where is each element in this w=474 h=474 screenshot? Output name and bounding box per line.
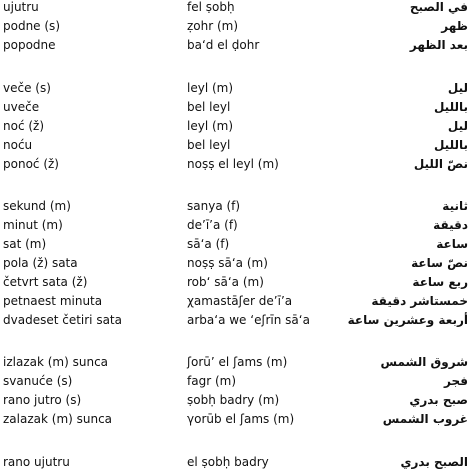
transliteration: bel leyl — [187, 138, 231, 152]
arabic-term: خمستاشر دقيقة — [371, 294, 468, 308]
transliteration: sanya (f) — [187, 199, 241, 213]
arabic-term: ساعة — [436, 237, 468, 251]
bosnian-term: zalazak (m) sunca — [3, 412, 113, 426]
vocab-row — [0, 371, 474, 391]
transliteration: bel leyl — [187, 100, 231, 114]
transliteration: sā‘a (f) — [187, 237, 230, 251]
bosnian-term: noć (ž) — [3, 119, 45, 133]
vocab-row — [0, 154, 474, 174]
arabic-term: بعد الظهر — [409, 38, 468, 52]
transliteration: χamastāʃer de’ī’a — [187, 294, 293, 308]
transliteration: ba‘d el ḍohr — [187, 38, 260, 52]
vocab-row — [0, 291, 474, 311]
transliteration: fel ṣobḥ — [187, 0, 235, 14]
arabic-term: شروق الشمس — [380, 355, 468, 369]
vocab-row — [0, 310, 474, 330]
bosnian-term: dvadeset četiri sata — [3, 313, 122, 327]
transliteration: leyl (m) — [187, 81, 234, 95]
transliteration: γorūb el ʃams (m) — [187, 412, 295, 426]
bosnian-term: sekund (m) — [3, 199, 71, 213]
arabic-term: فجر — [444, 374, 468, 388]
arabic-term: دقيقة — [433, 218, 468, 232]
bosnian-term: pola (ž) sata — [3, 256, 78, 270]
vocab-row — [0, 390, 474, 410]
arabic-term: ليل — [447, 81, 468, 95]
bosnian-term: uveče — [3, 100, 40, 114]
arabic-term: ليل — [447, 119, 468, 133]
transliteration: de’ī’a (f) — [187, 218, 238, 232]
vocab-row — [0, 16, 474, 36]
transliteration: fagr (m) — [187, 374, 236, 388]
transliteration: ʃorū’ el ʃams (m) — [187, 355, 288, 369]
transliteration: arba‘a we ‘eʃrīn sā‘a — [187, 313, 310, 327]
bosnian-term: veče (s) — [3, 81, 51, 95]
transliteration: el ṣobḥ badry — [187, 455, 269, 469]
vocab-row — [0, 272, 474, 292]
vocab-row — [0, 409, 474, 429]
vocab-row — [0, 215, 474, 235]
bosnian-term: ponoć (ž) — [3, 157, 59, 171]
arabic-term: الصبح بدري — [400, 455, 468, 469]
transliteration: noṣṣ sā‘a (m) — [187, 256, 268, 270]
arabic-term: بالليل — [433, 138, 468, 152]
vocab-row — [0, 78, 474, 98]
vocab-row — [0, 35, 474, 55]
bosnian-term: svanuće (s) — [3, 374, 73, 388]
transliteration: noṣṣ el leyl (m) — [187, 157, 279, 171]
vocab-row — [0, 452, 474, 472]
arabic-term: بالليل — [433, 100, 468, 114]
vocab-row — [0, 196, 474, 216]
bosnian-term: sat (m) — [3, 237, 47, 251]
bosnian-term: ujutru — [3, 0, 39, 14]
vocab-row — [0, 352, 474, 372]
bosnian-term: izlazak (m) sunca — [3, 355, 109, 369]
bosnian-term: rano ujutru — [3, 455, 70, 469]
arabic-term: ظهر — [441, 19, 468, 33]
arabic-term: غروب الشمس — [382, 412, 468, 426]
vocab-row — [0, 116, 474, 136]
transliteration: ẓohr (m) — [187, 19, 239, 33]
transliteration: leyl (m) — [187, 119, 234, 133]
bosnian-term: popodne — [3, 38, 56, 52]
bosnian-term: podne (s) — [3, 19, 60, 33]
arabic-term: ربع ساعة — [412, 275, 468, 289]
arabic-term: نصّ الليل — [413, 157, 468, 171]
bosnian-term: četvrt sata (ž) — [3, 275, 88, 289]
bosnian-term: minut (m) — [3, 218, 63, 232]
arabic-term: صبح بدري — [409, 393, 468, 407]
transliteration: rob‘ sā‘a (m) — [187, 275, 264, 289]
bosnian-term: petnaest minuta — [3, 294, 103, 308]
arabic-term: ثانية — [442, 199, 468, 213]
vocab-row — [0, 253, 474, 273]
vocab-row — [0, 135, 474, 155]
arabic-term: في الصبح — [409, 0, 468, 14]
arabic-term: أربعة وعشرين ساعة — [347, 313, 468, 327]
arabic-term: نصّ ساعة — [411, 256, 468, 270]
vocab-row — [0, 234, 474, 254]
bosnian-term: rano jutro (s) — [3, 393, 82, 407]
vocab-row — [0, 97, 474, 117]
vocab-row — [0, 0, 474, 17]
transliteration: ṣobḥ badry (m) — [187, 393, 280, 407]
bosnian-term: noću — [3, 138, 33, 152]
